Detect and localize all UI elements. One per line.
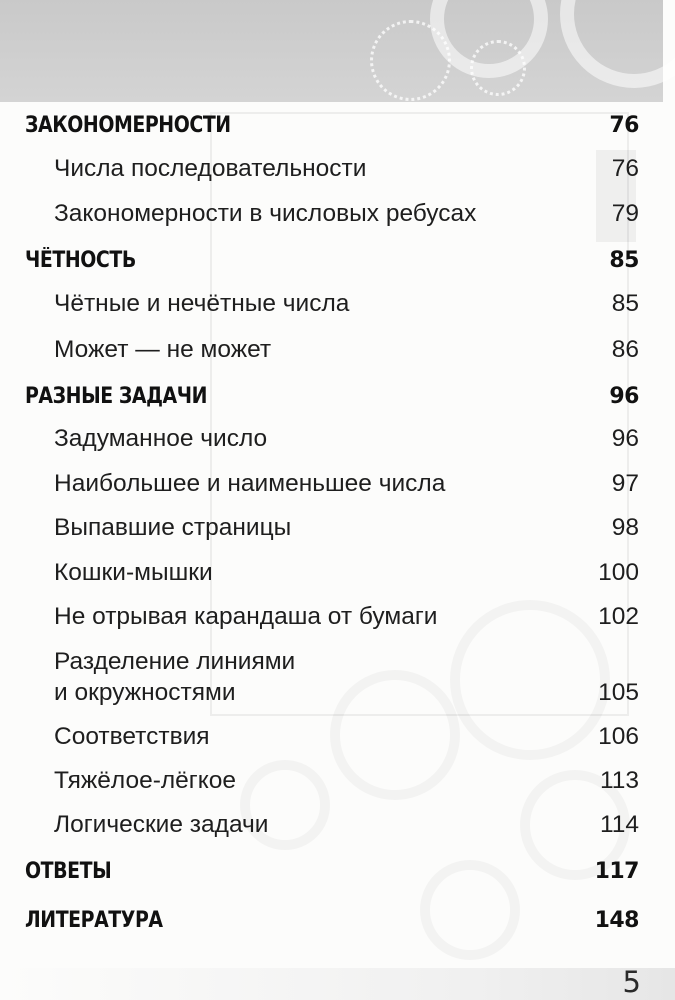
toc-section-page: 76 <box>609 113 639 138</box>
page-number: 5 <box>622 965 641 999</box>
toc-item-page: 100 <box>598 559 639 586</box>
toc-item-page: 105 <box>598 679 639 706</box>
toc-item-page: 96 <box>611 425 639 452</box>
toc-section-title: ЧЁТНОСТЬ <box>25 248 136 273</box>
toc-item-page: 97 <box>611 470 639 497</box>
toc-section-title: ЗАКОНОМЕРНОСТИ <box>25 113 231 138</box>
toc-item-title: Соответствия <box>54 723 210 750</box>
toc-section-title: ОТВЕТЫ <box>25 859 112 884</box>
toc-item-page: 113 <box>599 767 639 794</box>
toc-item-page: 106 <box>598 723 639 750</box>
toc-section-title: ЛИТЕРАТУРА <box>25 908 163 933</box>
toc-item-page: 85 <box>611 290 639 317</box>
footer-strip <box>0 968 675 1000</box>
toc-section-page: 148 <box>594 908 639 933</box>
toc-item-title: Не отрывая карандаша от бумаги <box>54 603 438 630</box>
toc-item-title: Задуманное число <box>54 425 268 452</box>
toc-item-page: 114 <box>599 811 639 838</box>
toc-item-title: Наибольшее и наименьшее числа <box>54 470 446 497</box>
toc-item-page: 102 <box>598 603 639 630</box>
toc-section-page: 85 <box>609 248 639 273</box>
toc-item-title: Закономерности в числовых ребусах <box>54 200 477 227</box>
toc-item-title: Чётные и нечётные числа <box>54 290 350 317</box>
toc-item-title: Числа последовательности <box>54 155 367 182</box>
toc-item-title: Кошки-мышки <box>54 559 213 586</box>
toc-item-title: Тяжёлое-лёгкое <box>54 767 236 794</box>
toc-section-page: 117 <box>594 859 639 884</box>
toc-item-page: 76 <box>611 155 639 182</box>
toc-item-title: Логические задачи <box>54 811 269 838</box>
toc-section-title: РАЗНЫЕ ЗАДАЧИ <box>25 384 208 409</box>
toc-item-page: 79 <box>611 200 639 227</box>
toc-item-title-line-2: и окружностями <box>54 679 236 706</box>
toc-item-page: 86 <box>611 336 639 363</box>
toc-item-title-line-1: Разделение линиями <box>54 648 296 675</box>
toc-section-page: 96 <box>609 384 639 409</box>
toc-item-title: Может — не может <box>54 336 272 363</box>
toc-item-title: Выпавшие страницы <box>54 514 292 541</box>
toc-item-page: 98 <box>611 514 639 541</box>
